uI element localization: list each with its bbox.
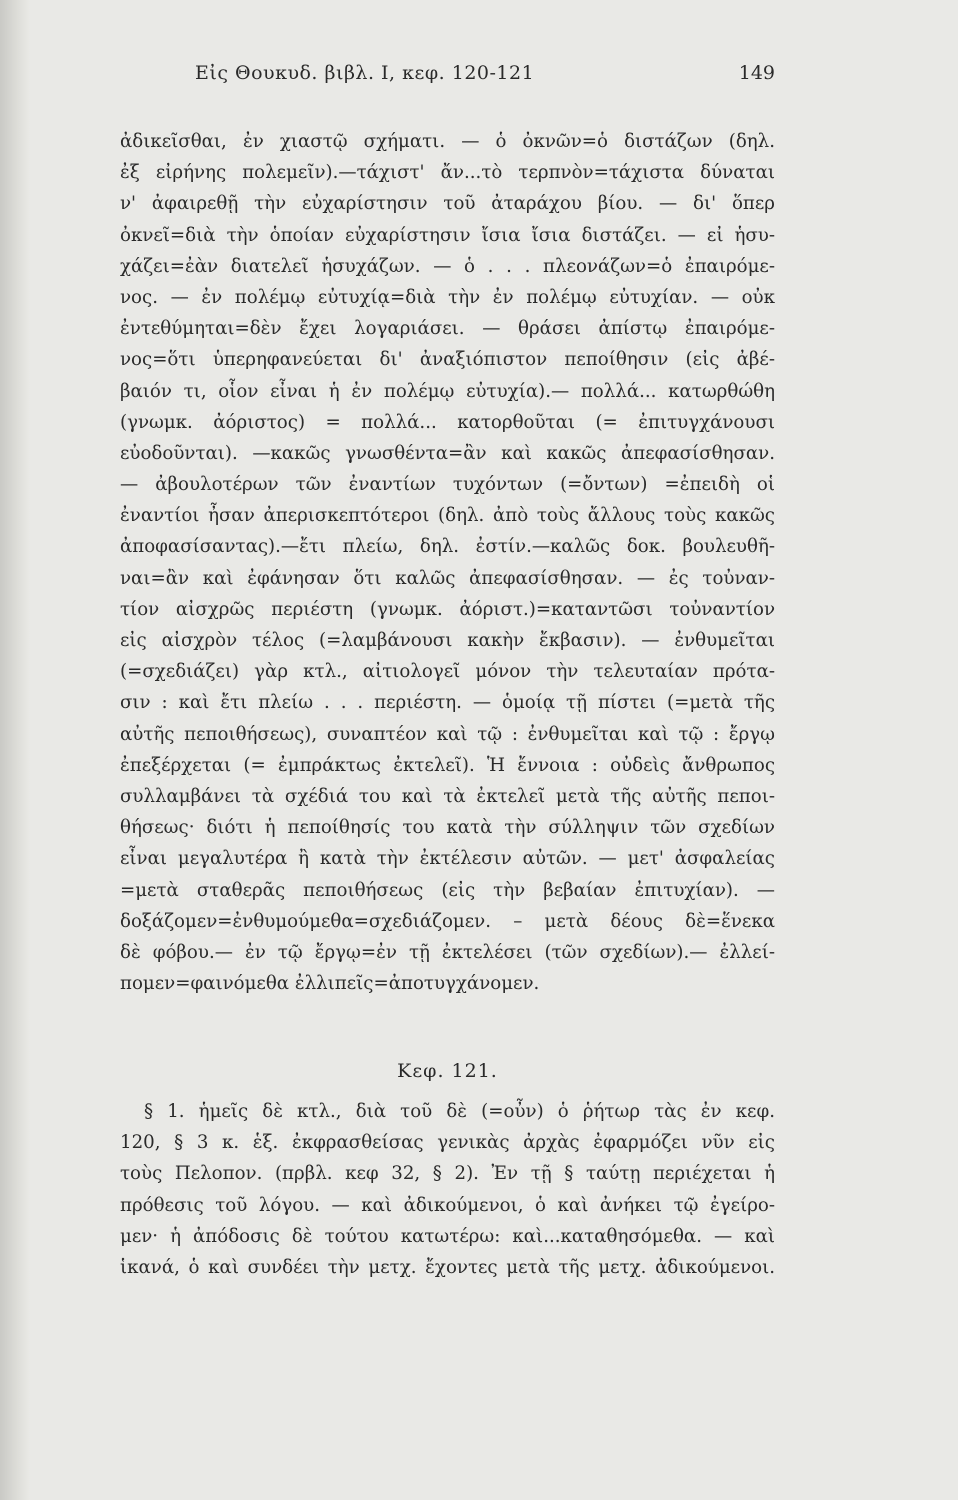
- chapter-heading: Κεφ. 121.: [397, 1060, 498, 1082]
- text-line: — ἀβουλοτέρων τῶν ἐναντίων τυχόντων (=ὄντων) =ἐπειδὴ οἱ: [120, 474, 775, 496]
- chapter-121-text: [120, 1096, 775, 1283]
- running-header: [120, 62, 775, 92]
- text-line: συλλαμβάνει τὰ σχέδιά του καὶ τὰ ἐκτελεῖ μετὰ τῆς αὐτῆς πεποι-: [120, 785, 775, 807]
- text-line: ἀποφασίσαντας).—ἔτι πλείω, δηλ. ἐστίν.—καλῶς δοκ. βουλευθῆ-: [120, 536, 775, 558]
- text-line: ἱκανά, ὁ καὶ συνδέει τὴν μετχ. ἔχοντες μετὰ τῆς μετχ. ἀδικούμενοι.: [120, 1256, 775, 1278]
- text-line: ἐξ εἰρήνης πολεμεῖν).—τάχιστ' ἄν...τὸ τερπνὸν=τάχιστα δύναται: [120, 162, 775, 184]
- text-line: (γνωμκ. ἀόριστος) = πολλά... κατορθοῦται (= ἐπιτυγχάνουσι: [120, 411, 775, 433]
- text-line: ἐντεθύμηται=δὲν ἔχει λογαριάσει. — θράσει ἀπίστῳ ἐπαιρόμε-: [120, 318, 775, 340]
- text-line: δὲ φόβου.— ἐν τῷ ἔργῳ=ἐν τῇ ἐκτελέσει (τῶν σχεδίων).— ἐλλεί-: [120, 941, 775, 963]
- text-line: νος=ὅτι ὑπερηφανεύεται δι' ἀναξιόπιστον πεποίθησιν (εἰς ἀβέ-: [120, 349, 775, 371]
- text-line: νος. — ἐν πολέμῳ εὐτυχίᾳ=διὰ τὴν ἐν πολέμῳ εὐτυχίαν. — οὐκ: [120, 286, 775, 308]
- text-line: ἀδικεῖσθαι, ἐν χιαστῷ σχήματι. — ὁ ὀκνῶν=ὁ διστάζων (δηλ.: [120, 131, 775, 152]
- text-line: ἐπεξέρχεται (= ἐμπράκτως ἐκτελεῖ). Ἡ ἔννοια : οὐδεὶς ἄνθρωπος: [120, 754, 775, 776]
- text-line: πρόθεσις τοῦ λόγου. — καὶ ἀδικούμενοι, ὁ καὶ ἀνήκει τῷ ἐγείρο-: [120, 1194, 775, 1216]
- text-line: τίον αἰσχρῶς περιέστη (γνωμκ. ἀόριστ.)=καταντῶσι τοὐναντίον: [120, 598, 775, 620]
- text-line: βαιόν τι, οἷον εἶναι ἡ ἐν πολέμῳ εὐτυχία).— πολλά... κατωρθώθη: [120, 380, 775, 402]
- running-title: Εἰς Θουκυδ. βιβλ. Ι, κεφ. 120-121: [195, 62, 535, 84]
- text-line: 120, § 3 κ. ἑξ. ἐκφρασθείσας γενικὰς ἀρχὰς ἐφαρμόζει νῦν εἰς: [120, 1132, 775, 1154]
- text-line: χάζει=ἐὰν διατελεῖ ἡσυχάζων. — ὁ . . . πλεονάζων=ὁ ἐπαιρόμε-: [120, 255, 775, 277]
- text-line: ἐναντίοι ἦσαν ἀπερισκεπτότεροι (δηλ. ἀπὸ τοὺς ἄλλους τοὺς κακῶς: [120, 505, 775, 527]
- text-line: (=σχεδιάζει) γὰρ κτλ., αἰτιολογεῖ μόνον τὴν τελευταίαν πρότα-: [120, 661, 775, 683]
- text-line: πομεν=φαινόμεθα ἐλλιπεῖς=ἀποτυγχάνομεν.: [120, 973, 540, 995]
- commentary-body: [120, 126, 775, 999]
- text-line: εἰς αἰσχρὸν τέλος (=λαμβάνουσι κακὴν ἔκβασιν). — ἐνθυμεῖται: [120, 630, 775, 651]
- text-line: αὐτῆς πεποιθήσεως), συναπτέον καὶ τῷ : ἐνθυμεῖται καὶ τῷ : ἔργῳ: [120, 723, 775, 745]
- text-line: εἶναι μεγαλυτέρα ἢ κατὰ τὴν ἐκτέλεσιν αὐτῶν. — μετ' ἀσφαλείας: [120, 848, 775, 870]
- page-number: 149: [738, 62, 775, 84]
- text-line: θήσεως· διότι ἡ πεποίθησίς του κατὰ τὴν σύλληψιν τῶν σχεδίων: [120, 817, 775, 839]
- text-line: § 1. ἡμεῖς δὲ κτλ., διὰ τοῦ δὲ (=οὖν) ὁ ῥήτωρ τὰς ἐν κεφ.: [144, 1101, 775, 1122]
- text-line: σιν : καὶ ἔτι πλείω . . . περιέστη. — ὁμοίᾳ τῇ πίστει (=μετὰ τῆς: [120, 692, 775, 714]
- text-line: τοὺς Πελοπον. (πρβλ. κεφ 32, § 2). Ἐν τῇ § ταύτῃ περιέχεται ἡ: [120, 1163, 775, 1185]
- text-line: =μετὰ σταθερᾶς πεποιθήσεως (εἰς τὴν βεβαίαν ἐπιτυχίαν). —: [120, 879, 775, 901]
- text-line: εὐοδοῦνται). —κακῶς γνωσθέντα=ἂν καὶ κακῶς ἀπεφασίσθησαν.: [120, 442, 775, 464]
- text-line: ν' ἀφαιρεθῇ τὴν εὐχαρίστησιν τοῦ ἀταράχου βίου. — δι' ὅπερ: [120, 193, 775, 215]
- text-line: ὀκνεῖ=διὰ τὴν ὁποίαν εὐχαρίστησιν ἴσια ἴσια διστάζει. — εἰ ἡσυ-: [120, 224, 775, 246]
- text-line: δοξάζομεν=ἐνθυμούμεθα=σχεδιάζομεν. – μετὰ δέους δὲ=ἕνεκα: [120, 910, 775, 932]
- text-line: μεν· ἡ ἀπόδοσις δὲ τούτου κατωτέρω: καὶ...καταθησόμεθα. — καὶ: [120, 1225, 775, 1247]
- text-line: ναι=ἂν καὶ ἐφάνησαν ὅτι καλῶς ἀπεφασίσθησαν. — ἐς τοὐναν-: [120, 567, 775, 589]
